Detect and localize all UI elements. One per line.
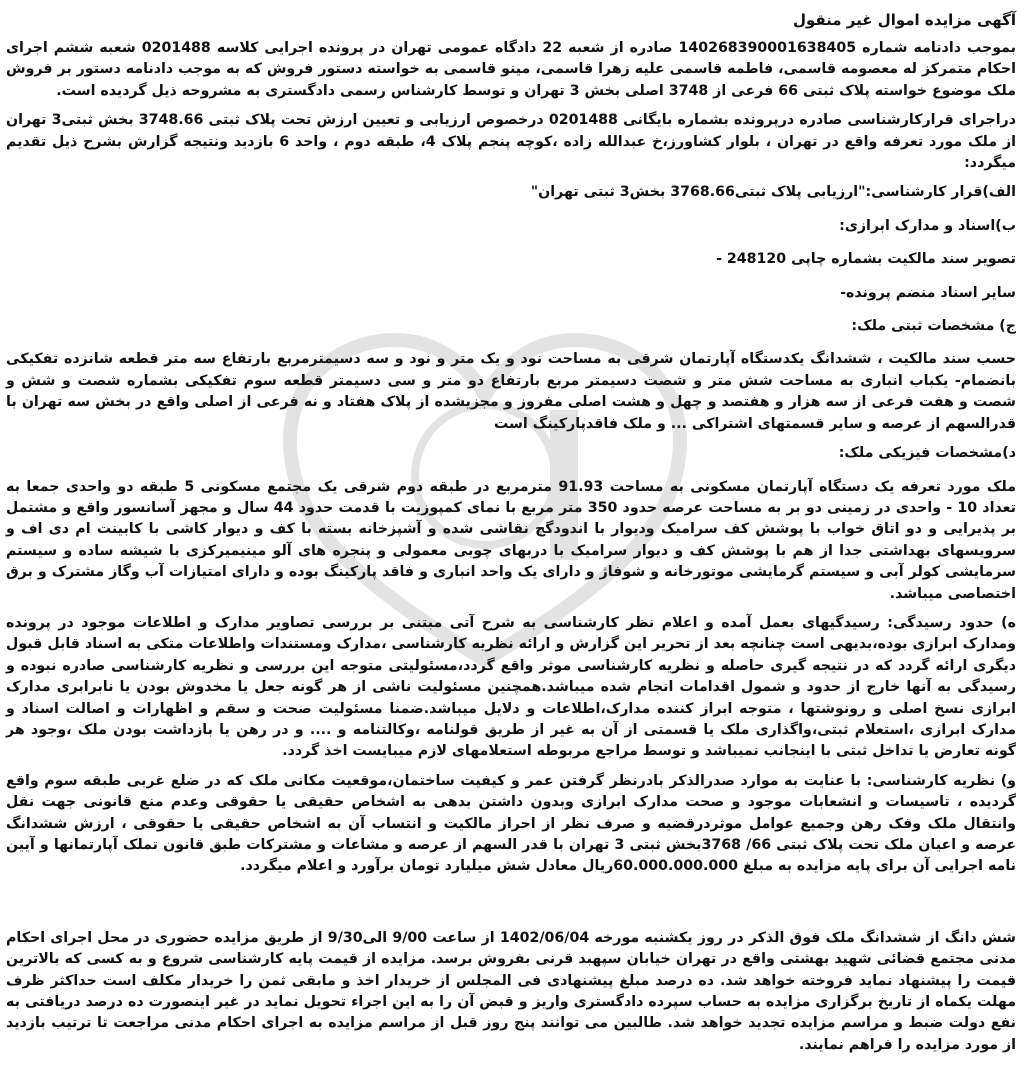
execution-paragraph: دراجرای قرارکارشناسی صادره درپرونده بشماره بایگانی 0201488 درخصوص ارزیابی و تعیین ارزش تحت پلاک ثبتی 3748.66 بخش ثبتی3 تهران از ملک مورد تعرفه واقع در تهران ، بلوار کشاورز،خ عبدالله زاده ،کوچه پنجم پلاک 4، طبقه دوم ، واحد 6 بازدید ونتیجه گزارش بشرح ذیل تقدیم میگردد: — [6, 112, 1017, 172]
intro-paragraph: بموجب دادنامه شماره 140268390001638405 صادره از شعبه 22 دادگاه عمومی تهران در پرونده اجرایی کلاسه 0201488 شعبه ششم اجرای احکام متمرکز له معصومه قاسمی، فاطمه قاسمی علیه زهرا قاسمی، مینو قاسمی به خواسته دستور فروش که به موجب دادنامه دستور بر فروش ملک موضوع خواسته پلاک ثبتی 66 فرعی از 3748 اصلی بخش 3 تهران و توسط کارشناس رسمی دادگستری به مشروحه ذیل گردیده است. — [6, 40, 1016, 99]
notice-title: آگهی مزایده اموال غیر منقول — [792, 11, 1016, 29]
section-d-heading: د)مشخصات فیزیکی ملک: — [838, 445, 1016, 462]
section-c-heading: ج) مشخصات ثبتی ملک: — [851, 318, 1016, 335]
section-b-heading: ب)اسناد و مدارک ابرازی: — [839, 217, 1016, 234]
section-a-heading: الف)قرار کارشناسی:"ارزیابی پلاک ثبتی3768.66 بخش3 ثبتی تهران" — [530, 184, 1016, 201]
expert-opinion-paragraph: و) نظریه کارشناسی: با عنایت به موارد صدرالذکر بادرنظر گرفتن عمر و کیفیت ساختمان،موقعیت مکانی ملک که در ضلع غربی طبقه سوم واقع گردیده ، تاسیسات و انشعابات موجود و صحت مدارک ابرازی وبدون داشتن بدهی به اشخاص حقیقی یا حقوقی وعدم منع قانونی جهت نقل وانتقال ملک وفک رهن وجمیع عوامل موثردرقضیه و صرف نظر از احراز مالکیت و انتساب آن به اشخاص حقیقی یا حقوقی ، ارزش ششدانگ عرصه و اعیان ملک تحت پلاک ثبتی 66/ 3768بخش ثبتی 3 تهران با قدر السهم از عرصه و مشاعات و مشترکات طبق قانون تملک آپارتمانها و آیین نامه اجرایی آن برای پایه مزایده به مبلغ 60.000.000.000ریال معادل شش میلیارد تومان برآورد و اعلام میگردد. — [6, 772, 1017, 875]
review-scope-paragraph: ه) حدود رسیدگی: رسیدگیهای بعمل آمده و اعلام نظر کارشناسی به شرح آتی مبتنی بر بررسی تصاویر مدارک و اطلاعات موجود در پرونده ومدارک ابرازی بوده،بدیهی است چنانچه بعد از تحریر این گزارش و ارائه نظریه کارشناسی ،مدارک ومستندات واطلاعات متکی به اسناد قابل قبول دیگری ارائه گردد که در نتیجه گیری حاصله و نظریه کارشناسی موثر واقع گردد،مسئولیتی متوجه این بررسی و نظریه کارشناسی صادره نبوده و رسیدگی به آنها خارج از حدود و شمول اقدامات انجام شده میباشد.همچنین مسئولیت ناشی از هر گونه جعل یا مخدوش بودن یا نابرابری مدارک ابرازی نسخ اصلی و رونوشتها ، متوجه ابراز کننده مدارک،اطلاعات و دلایل میباشد.ضمنا مسئولیت صحت و سقم و اظهارات و اصالت اسناد و مدارک ابرازی ،استعلام ثبتی،واگذاری ملک یا قسمتی از آن به غیر از طریق قولنامه ،وکالتنامه و .... و در رهن یا بازداشت بودن ملک ،وجود هر گونه تعارض یا تداخل ثبتی با اینجانب نمیباشد و توسط مراجع مربوطه استعلامهای لازم میبایست اخذ گردد. — [6, 614, 1016, 760]
spacer — [6, 886, 1016, 928]
physical-paragraph: ملک مورد تعرفه یک دستگاه آپارتمان مسکونی به مساحت 91.93 مترمربع در طبقه دوم شرقی یک مجتمع مسکونی 5 طبقه دو واحدی جمعا به تعداد 10 - واحدی در زمینی دو بر به مساحت عرصه حدود 350 متر مربع با نمای کمپوزیت با قدمت حدود 44 سال و مجهز آسانسور واقع و مشتمل بر پذیرایی و دو اتاق خواب با پوشش کف سرامیک ودیوار با اندودگچ نقاشی شده و آشپزخانه بسته با کف و دیوار کاشی با کابینت ام دی اف و سرویسهای بهداشتی جدا از هم با پوشش کف و دیوار سرامیک با دربهای چوبی معمولی و پنجره های آلو مینیمیرکزی با شیشه ساده و سیستم سرمایشی کولر آبی و سیستم گرمایشی موتورخانه و شوفاژ و دارای یک واحد انباری و فاقد پارکینگ بوده و دارای امتیازات آب وگاز مشترک و برق اختصاصی میباشد. — [6, 478, 1016, 602]
document-item-2: سایر اسناد منضم پرونده- — [840, 284, 1016, 301]
registration-paragraph: حسب سند مالکیت ، ششدانگ یکدستگاه آپارتمان شرقی به مساحت نود و یک متر و نود و سه دسیمترمربع بارتفاع سه متر قطعه شانزده تفکیکی بانضمام- یکباب انباری به مساحت شش متر و شصت دسیمتر مربع بارتفاع دو متر و سی دسیمتر قطعه سوم تفکیکی بشماره شصت و شش و شصت و هفت فرعی از سه هزار و هفتصد و چهل و هشت اصلی مفروز و مجزیشده از پلاک هفتاد و نه فرعی از اصلی واقع در بخش سه تهران با قدرالسهم از عرصه و سایر قسمتهای اشتراکی ... و ملک فاقدپارکینگ است — [6, 351, 1016, 432]
auction-paragraph: شش دانگ از ششدانگ ملک فوق الذکر در روز یکشنبه مورخه 1402/06/04 از ساعت 9/00 الی9/30 از طریق مزایده حضوری در محل اجرای احکام مدنی مجتمع قضائی شهید بهشتی واقع در تهران خیابان سپهبد قرنی بفروش برسد. مزایده از قیمت پایه کارشناسی شروع و به کسی که بالاترین قیمت را پیشنهاد نماید فروخته خواهد شد. ده درصد مبلغ پیشنهادی فی المجلس از خریدار اخذ و مابقی ثمن را خریدار مکلف است حداکثر ظرف مهلت یکماه از تاریخ برگزاری مزایده به حساب سپرده دادگستری واریز و قبض آن را به این اجراء تحویل نماید در غیر اینصورت ده درصد دریافتی به نفع دولت ضبط و مراسم مزایده تجدید خواهد شد. طالبین می توانند پنج روز قبل از مراسم مزایده به اجرای احکام مدنی مراجعت تا ترتیب بازدید از مورد مزایده را فراهم نمایند. — [6, 929, 1016, 1053]
document-item-1: تصویر سند مالکیت بشماره چاپی 248120 - — [716, 251, 1016, 268]
